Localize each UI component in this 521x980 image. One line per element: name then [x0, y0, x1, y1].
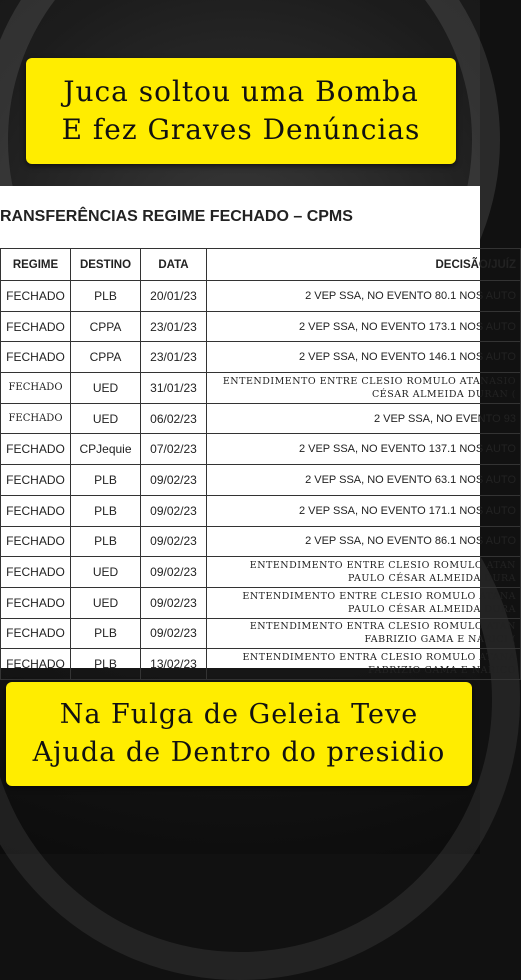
decisao-line-1: ENTENDIMENTO ENTRE CLESIO ROMULO ATANASIO: [222, 375, 516, 387]
cell-data: 20/01/23: [141, 281, 207, 312]
table-row: [1, 495, 521, 526]
cell-regime: FECHADO: [1, 587, 71, 618]
cell-decisao: [207, 311, 521, 342]
decisao-line-1: 2 VEP SSA, NO EVENTO 171.1 NOS AUTO: [298, 504, 516, 517]
decisao-line-1: 2 VEP SSA, NO EVENTO 137.1 NOS AUTO: [298, 443, 516, 456]
cell-regime: FECHADO: [1, 557, 71, 588]
cell-decisao: [207, 649, 521, 680]
bottom-caption-line-2: Ajuda de Dentro do presidio: [32, 737, 446, 768]
table-row: [1, 311, 521, 342]
cell-data: 09/02/23: [141, 495, 207, 526]
cell-destino: PLB: [71, 618, 141, 649]
table-row: [1, 526, 521, 557]
cell-data: 31/01/23: [141, 373, 207, 404]
cell-destino: PLB: [71, 281, 141, 312]
transfers-table: [0, 248, 521, 680]
cell-decisao: [207, 403, 521, 434]
cell-decisao: [207, 434, 521, 465]
cell-data: 06/02/23: [141, 403, 207, 434]
cell-destino: UED: [71, 403, 141, 434]
decisao-line-2: CÉSAR ALMEIDA DURAN (: [371, 388, 516, 400]
cell-regime: FECHADO: [1, 434, 71, 465]
cell-regime: FECHADO: [1, 618, 71, 649]
cell-decisao: [207, 373, 521, 404]
decisao-line-1: ENTENDIMENTO ENTRE CLESIO ROMULO ATANA: [242, 590, 516, 602]
cell-decisao: [207, 281, 521, 312]
table-row: [1, 618, 521, 649]
cell-regime: FECHADO: [1, 465, 71, 496]
cell-data: 09/02/23: [141, 587, 207, 618]
cell-data: 07/02/23: [141, 434, 207, 465]
decisao-line-1: 2 VEP SSA, NO EVENTO 146.1 NOS AUTO: [298, 351, 516, 364]
decisao-line-2: PAULO CÉSAR ALMEIDA DURA: [348, 603, 516, 615]
decisao-line-2: FABRIZIO GAMA E NARICI (: [364, 634, 516, 646]
decisao-line-2: FABRIZIO GAMA E NARICO: [368, 665, 516, 677]
cell-regime: FECHADO: [1, 403, 71, 434]
cell-destino: CPPA: [71, 311, 141, 342]
cell-destino: CPJequie: [71, 434, 141, 465]
cell-destino: PLB: [71, 495, 141, 526]
cell-data: 09/02/23: [141, 557, 207, 588]
table-row: [1, 342, 521, 373]
header-decisao: DECISÃO/JUÍZ: [207, 249, 521, 281]
table-row: [1, 587, 521, 618]
cell-regime: FECHADO: [1, 373, 71, 404]
bottom-caption-banner: [6, 682, 472, 786]
cell-destino: UED: [71, 373, 141, 404]
top-caption-banner: [26, 58, 456, 164]
cell-data: 23/01/23: [141, 342, 207, 373]
table-row: [1, 557, 521, 588]
document-title: RANSFERÊNCIAS REGIME FECHADO – CPMS: [0, 208, 353, 225]
decisao-line-1: ENTENDIMENTO ENTRE CLESIO ROMULO ATAN: [249, 560, 516, 572]
table-row: [1, 434, 521, 465]
cell-data: 13/02/23: [141, 649, 207, 680]
header-regime: REGIME: [1, 249, 71, 281]
bottom-caption-line-1: Na Fulga de Geleia Teve: [59, 699, 419, 730]
cell-decisao: [207, 618, 521, 649]
decisao-line-1: 2 VEP SSA, NO EVENTO 63.1 NOS AUTO: [305, 473, 516, 486]
decisao-line-1: 2 VEP SSA, NO EVENTO 86.1 NOS AUTO: [305, 535, 516, 548]
cell-regime: FECHADO: [1, 526, 71, 557]
cell-data: 09/02/23: [141, 465, 207, 496]
cell-decisao: [207, 495, 521, 526]
header-data: DATA: [141, 249, 207, 281]
cell-decisao: [207, 342, 521, 373]
table-header-row: [1, 249, 521, 281]
cell-regime: FECHADO: [1, 649, 71, 680]
table-row: [1, 373, 521, 404]
cell-data: 23/01/23: [141, 311, 207, 342]
decisao-line-1: 2 VEP SSA, NO EVENTO 173.1 NOS AUTO: [298, 320, 516, 333]
decisao-line-1: ENTENDIMENTO ENTRA CLESIO ROMULO ATAN: [249, 621, 516, 633]
cell-regime: FECHADO: [1, 495, 71, 526]
top-caption-line-1: Juca soltou uma Bomba: [63, 75, 419, 108]
cell-decisao: [207, 526, 521, 557]
cell-decisao: [207, 587, 521, 618]
top-caption-line-2: E fez Graves Denúncias: [61, 113, 421, 146]
table-row: [1, 649, 521, 680]
cell-destino: PLB: [71, 465, 141, 496]
table-row: [1, 281, 521, 312]
decisao-line-2: PAULO CÉSAR ALMEIDA DURA: [348, 573, 516, 585]
decisao-line-1: ENTENDIMENTO ENTRA CLESIO ROMULO ATANA: [242, 652, 516, 664]
cell-destino: PLB: [71, 526, 141, 557]
cell-destino: UED: [71, 557, 141, 588]
table-row: [1, 465, 521, 496]
document-image: [0, 186, 516, 677]
decisao-line-1: 2 VEP SSA, NO EVENTO 93: [373, 412, 516, 425]
cell-destino: CPPA: [71, 342, 141, 373]
cell-data: 09/02/23: [141, 618, 207, 649]
cell-regime: FECHADO: [1, 311, 71, 342]
decisao-line-1: 2 VEP SSA, NO EVENTO 80.1 NOS AUTO: [305, 289, 516, 302]
cell-regime: FECHADO: [1, 342, 71, 373]
cell-data: 09/02/23: [141, 526, 207, 557]
cell-decisao: [207, 557, 521, 588]
header-destino: DESTINO: [71, 249, 141, 281]
table-row: [1, 403, 521, 434]
cell-decisao: [207, 465, 521, 496]
cell-regime: FECHADO: [1, 281, 71, 312]
cell-destino: UED: [71, 587, 141, 618]
cell-destino: PLB: [71, 649, 141, 680]
